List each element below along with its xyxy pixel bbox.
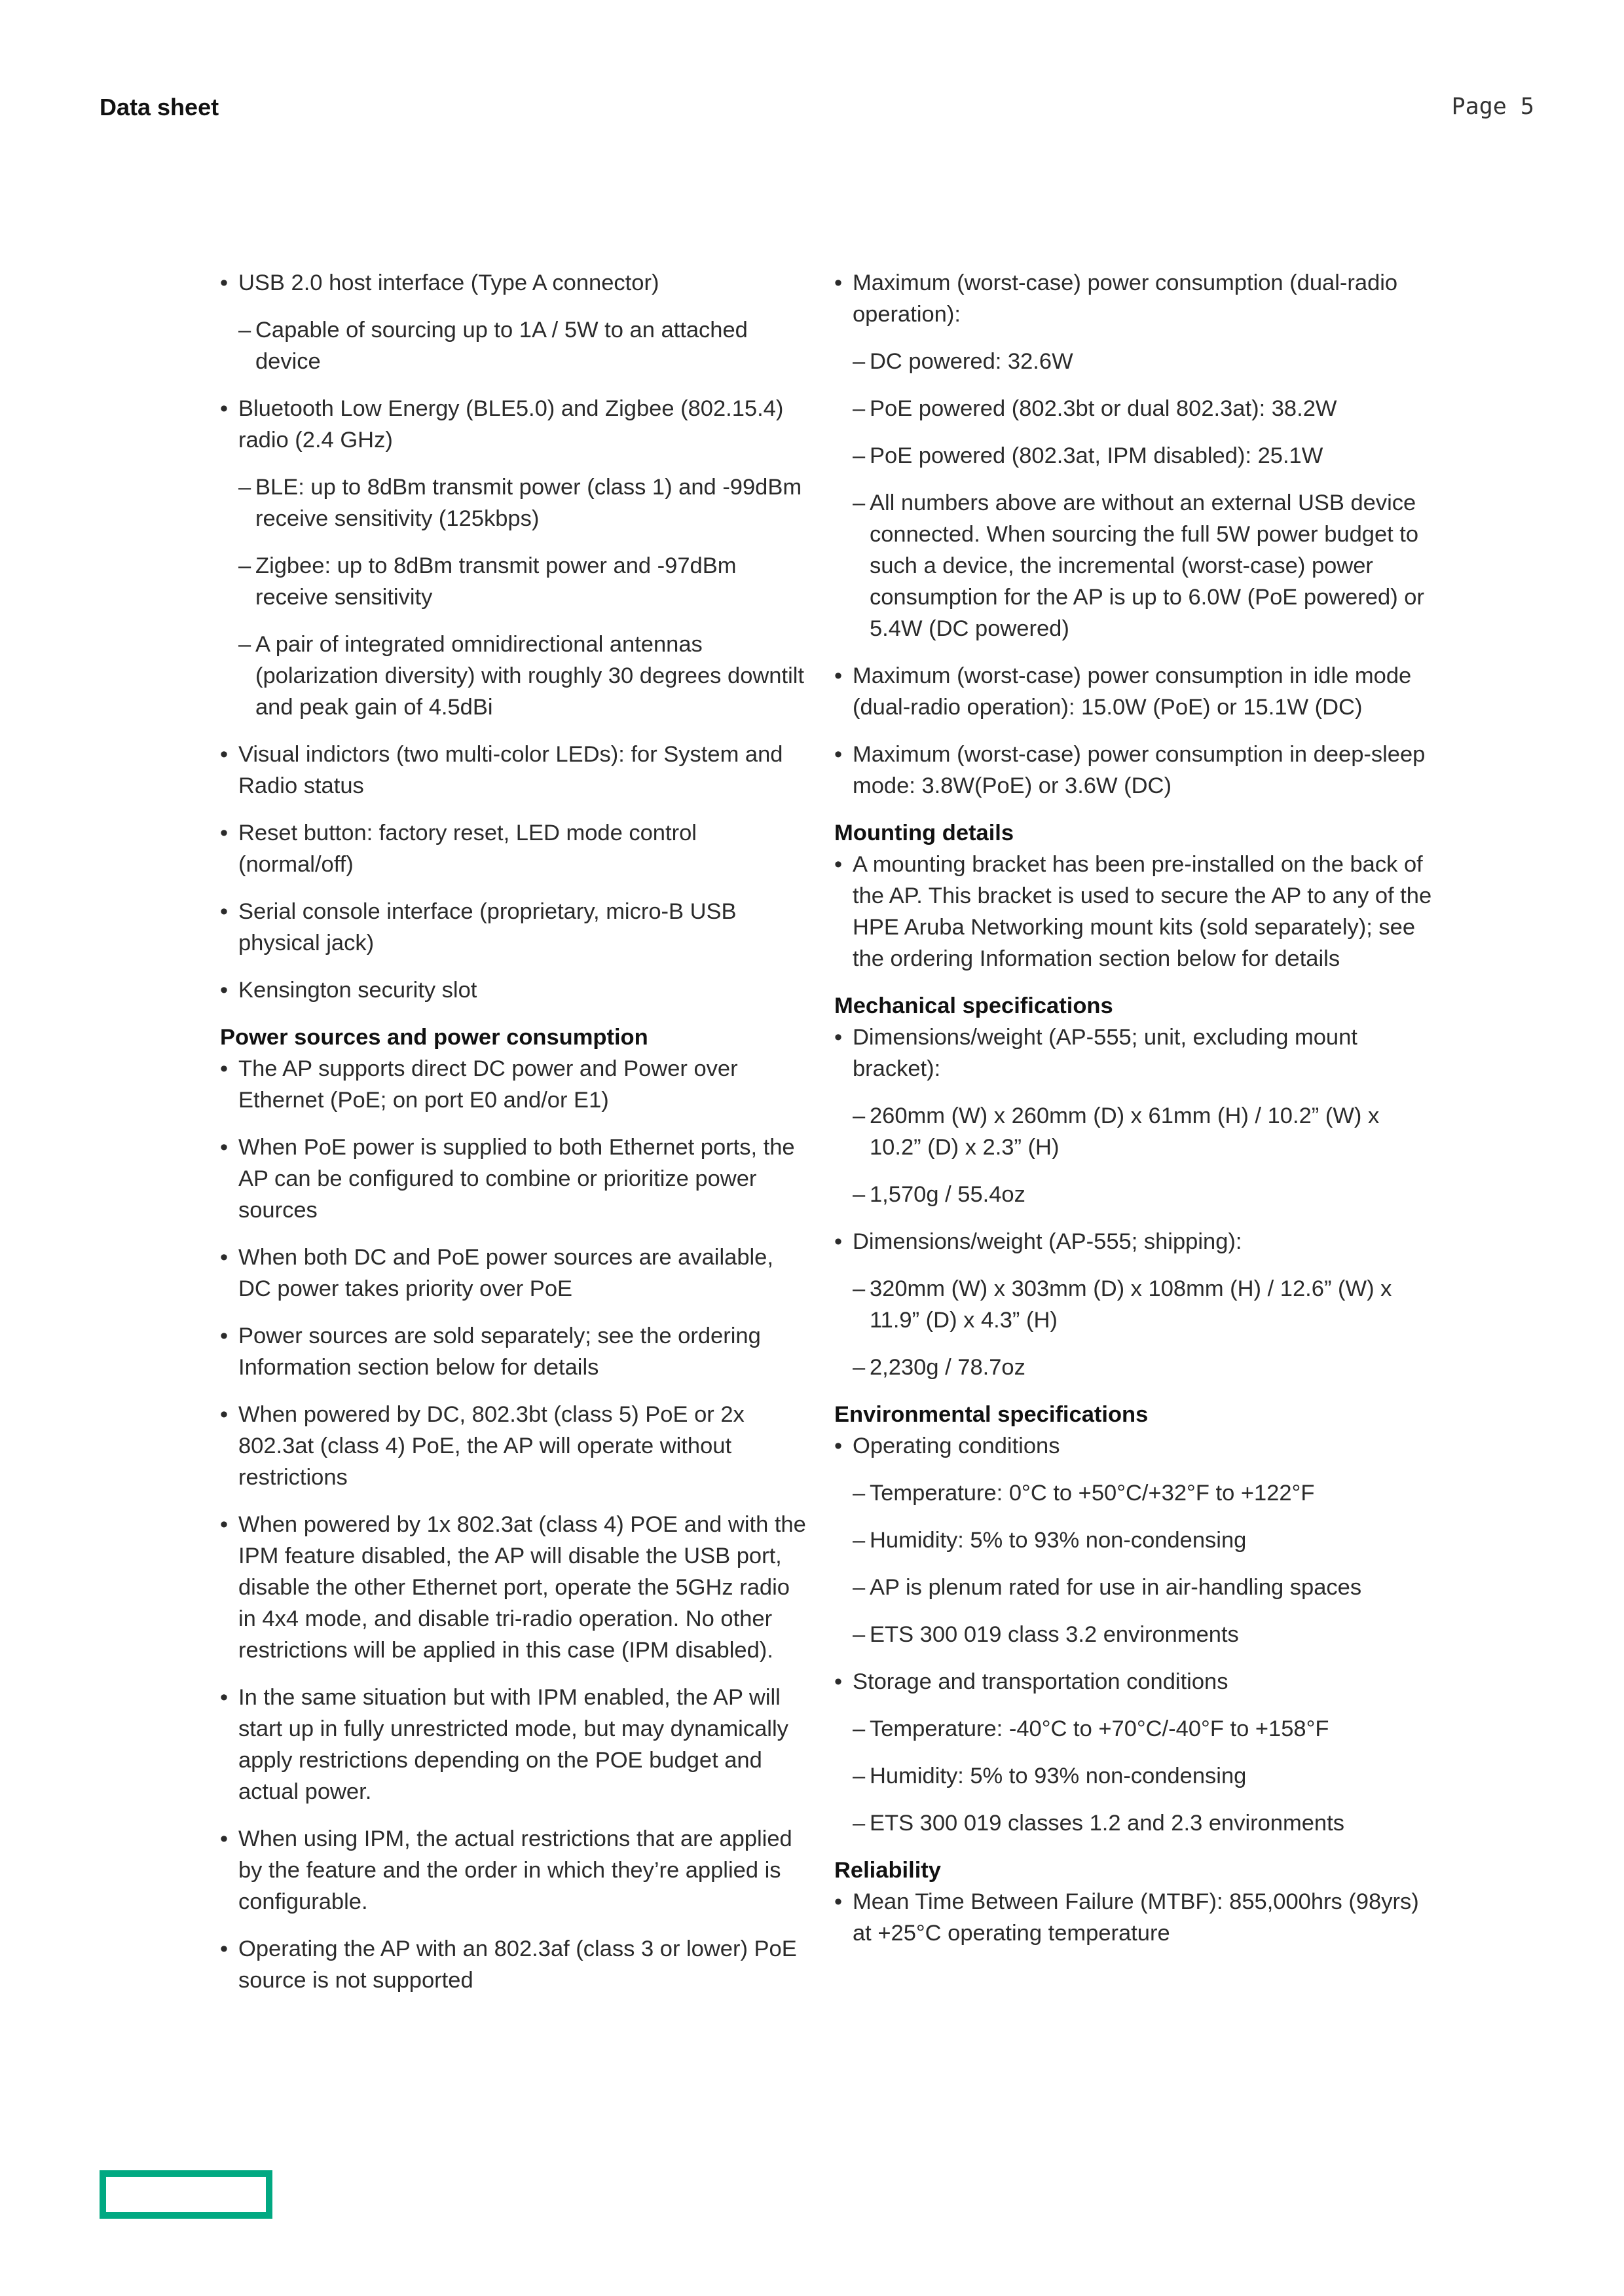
bullet-item: • Serial console interface (proprietary, micro-B USB physical jack) [220,896,809,959]
section-heading: Environmental specifications [834,1402,1149,1427]
sub-bullet-item: – DC powered: 32.6W [834,346,1437,377]
sub-bullet-item: – Humidity: 5% to 93% non-condensing [834,1525,1437,1556]
bullet-item: • Dimensions/weight (AP-555; unit, excluding mount bracket): [834,1022,1437,1084]
section-heading: Mounting details [834,821,1014,845]
sub-bullet-item: – ETS 300 019 class 3.2 environments [834,1619,1437,1650]
right-column [834,267,1437,1965]
document-title: Data sheet [100,94,219,120]
bullet-item: • Mean Time Between Failure (MTBF): 855,000hrs (98yrs) at +25°C operating temperature [834,1886,1437,1949]
bullet-item: • When PoE power is supplied to both Ethernet ports, the AP can be configured to combine or prioritize power sources [220,1132,809,1226]
sub-bullet-item: – PoE powered (802.3bt or dual 802.3at): 38.2W [834,393,1437,424]
sub-bullet-item: – 1,570g / 55.4oz [834,1179,1437,1210]
hpe-logo-icon [100,2170,272,2219]
sub-bullet-item: – Temperature: 0°C to +50°C/+32°F to +122°F [834,1477,1437,1509]
sub-bullet-item: – 2,230g / 78.7oz [834,1352,1437,1383]
bullet-item: • A mounting bracket has been pre-installed on the back of the AP. This bracket is used to secure the AP to any of the HPE Aruba Networking mount kits (sold separately); see the ordering Information section below for details [834,849,1437,974]
bullet-item: • The AP supports direct DC power and Power over Ethernet (PoE; on port E0 and/or E1) [220,1053,809,1116]
bullet-item: • In the same situation but with IPM enabled, the AP will start up in fully unrestricted mode, but may dynamically apply restrictions depending on the POE budget and actual power. [220,1682,809,1807]
sub-bullet-item: – All numbers above are without an external USB device connected. When sourcing the full 5W power budget to such a device, the incremental (worst-case) power consumption for the AP is up to 6.0W (PoE powered) or 5.4W (DC powered) [834,487,1437,644]
sub-bullet-item: – Humidity: 5% to 93% non-condensing [834,1760,1437,1792]
bullet-item: • When powered by DC, 802.3bt (class 5) PoE or 2x 802.3at (class 4) PoE, the AP will operate without restrictions [220,1399,809,1493]
bullet-item: • When powered by 1x 802.3at (class 4) POE and with the IPM feature disabled, the AP will disable the USB port, disable the other Ethernet port, operate the 5GHz radio in 4x4 mode, and disable tri-radio operation. No other restrictions will be applied in this case (IPM disabled). [220,1509,809,1666]
bullet-item: • Reset button: factory reset, LED mode control (normal/off) [220,817,809,880]
sub-bullet-item: – Capable of sourcing up to 1A / 5W to an attached device [220,314,809,377]
bullet-item: • Dimensions/weight (AP-555; shipping): [834,1226,1437,1257]
bullet-item: • Storage and transportation conditions [834,1666,1437,1697]
sub-bullet-item: – A pair of integrated omnidirectional antennas (polarization diversity) with roughly 30 degrees downtilt and peak gain of 4.5dBi [220,629,809,723]
section-heading: Power sources and power consumption [220,1025,648,1050]
bullet-item: • Operating conditions [834,1430,1437,1462]
sub-bullet-item: – AP is plenum rated for use in air-handling spaces [834,1572,1437,1603]
sub-bullet-item: – PoE powered (802.3at, IPM disabled): 25.1W [834,440,1437,472]
page-number: Page 5 [1451,94,1534,120]
sub-bullet-item: – Temperature: -40°C to +70°C/-40°F to +158°F [834,1713,1437,1745]
bullet-item: • Maximum (worst-case) power consumption (dual-radio operation): [834,267,1437,330]
bullet-item: • Power sources are sold separately; see the ordering Information section below for details [220,1320,809,1383]
bullet-item: • Operating the AP with an 802.3af (class 3 or lower) PoE source is not supported [220,1933,809,1996]
bullet-item: • Maximum (worst-case) power consumption in deep-sleep mode: 3.8W(PoE) or 3.6W (DC) [834,739,1437,802]
bullet-item: • Visual indictors (two multi-color LEDs): for System and Radio status [220,739,809,802]
section-heading: Reliability [834,1858,941,1883]
sub-bullet-item: – 260mm (W) x 260mm (D) x 61mm (H) / 10.2” (W) x 10.2” (D) x 2.3” (H) [834,1100,1437,1163]
bullet-item: • Maximum (worst-case) power consumption in idle mode (dual-radio operation): 15.0W (PoE) or 15.1W (DC) [834,660,1437,723]
bullet-item: • Kensington security slot [220,974,809,1006]
section-heading: Mechanical specifications [834,993,1113,1018]
sub-bullet-item: – Zigbee: up to 8dBm transmit power and -97dBm receive sensitivity [220,550,809,613]
bullet-item: • When both DC and PoE power sources are available, DC power takes priority over PoE [220,1242,809,1305]
sub-bullet-item: – BLE: up to 8dBm transmit power (class 1) and -99dBm receive sensitivity (125kbps) [220,472,809,534]
sub-bullet-item: – 320mm (W) x 303mm (D) x 108mm (H) / 12.6” (W) x 11.9” (D) x 4.3” (H) [834,1273,1437,1336]
bullet-item: • USB 2.0 host interface (Type A connector) [220,267,809,299]
left-column [220,267,809,2012]
bullet-item: • When using IPM, the actual restrictions that are applied by the feature and the order in which they’re applied is configurable. [220,1823,809,1917]
sub-bullet-item: – ETS 300 019 classes 1.2 and 2.3 environments [834,1807,1437,1839]
bullet-item: • Bluetooth Low Energy (BLE5.0) and Zigbee (802.15.4) radio (2.4 GHz) [220,393,809,456]
